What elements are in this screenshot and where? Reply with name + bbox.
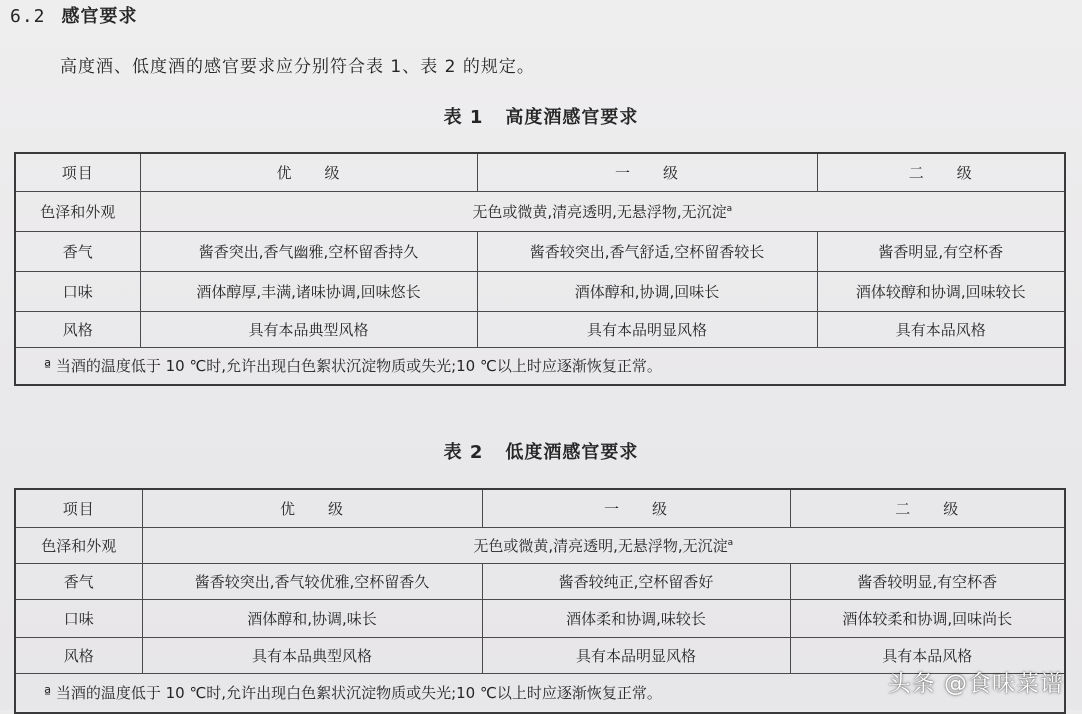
appearance-value: 无色或微黄,清亮透明,无悬浮物,无沉淀 [473,536,728,555]
table-cell: 酱香明显,有空杯香 [817,231,1065,271]
section-title: 感官要求 [61,6,138,27]
table2-caption-number: 表 2 [443,442,484,463]
section-number: 6.2 [10,6,46,27]
row-label: 香气 [15,231,140,271]
table-cell: 酱香突出,香气幽雅,空杯留香持久 [140,231,477,271]
header-grade-first: 一 级 [482,489,790,527]
row-label: 风格 [15,311,140,347]
header-grade-premium: 优 级 [140,153,477,191]
table-row [15,599,1065,637]
table1-caption-title: 高度酒感官要求 [505,107,639,128]
table-header-row [15,489,1065,527]
table-footnote: ª 当酒的温度低于 10 ℃时,允许出现白色絮状沉淀物质或失光;10 ℃以上时应逐渐恢复正常。 [15,673,1065,713]
header-grade-premium: 优 级 [142,489,482,527]
table-header-row [15,153,1065,191]
table-cell: 具有本品典型风格 [140,311,477,347]
table-cell: 酒体柔和协调,味较长 [482,599,790,637]
table1 [14,152,1066,386]
table-cell: 酒体醇和,协调,回味长 [477,271,817,311]
table2-caption-title: 低度酒感官要求 [505,442,639,463]
table-cell: 酒体醇和,协调,味长 [142,599,482,637]
table-row [15,271,1065,311]
table-cell: 具有本品典型风格 [142,637,482,673]
table-row [15,563,1065,599]
table-cell: 酱香较突出,香气舒适,空杯留香较长 [477,231,817,271]
table-cell: 酒体较柔和协调,回味尚长 [790,599,1065,637]
row-label: 色泽和外观 [15,191,140,231]
table-cell: 酱香较纯正,空杯留香好 [482,563,790,599]
table-cell: 具有本品明显风格 [482,637,790,673]
table-footnote-row [15,347,1065,385]
table-cell: 具有本品风格 [790,637,1065,673]
table-row [15,311,1065,347]
table1-caption-number: 表 1 [443,107,484,128]
table-row [15,191,1065,231]
header-grade-second: 二 级 [790,489,1065,527]
table-cell: 具有本品明显风格 [477,311,817,347]
table-row [15,231,1065,271]
header-item: 项目 [15,153,140,191]
table-cell: 酒体较醇和协调,回味较长 [817,271,1065,311]
row-label: 香气 [15,563,142,599]
footnote-marker: a [727,537,734,548]
section-heading [10,2,138,28]
table1-caption [0,103,1082,129]
appearance-cell [142,527,1065,563]
row-label: 色泽和外观 [15,527,142,563]
table-cell: 酒体醇厚,丰满,诸味协调,回味悠长 [140,271,477,311]
row-label: 口味 [15,271,140,311]
row-label: 风格 [15,637,142,673]
header-grade-second: 二 级 [817,153,1065,191]
table2-caption [0,438,1082,464]
watermark: 头条 @食味菜谱 [887,671,1064,697]
table-row [15,527,1065,563]
row-label: 口味 [15,599,142,637]
table-cell: 具有本品风格 [817,311,1065,347]
table-footnote: ª 当酒的温度低于 10 ℃时,允许出现白色絮状沉淀物质或失光;10 ℃以上时应逐渐恢复正常。 [15,347,1065,385]
appearance-value: 无色或微黄,清亮透明,无悬浮物,无沉淀 [472,202,727,221]
table-cell: 酱香较明显,有空杯香 [790,563,1065,599]
footnote-marker: a [726,203,733,214]
header-grade-first: 一 级 [477,153,817,191]
intro-paragraph: 高度酒、低度酒的感官要求应分别符合表 1、表 2 的规定。 [60,57,535,77]
appearance-cell [140,191,1065,231]
header-item: 项目 [15,489,142,527]
table-cell: 酱香较突出,香气较优雅,空杯留香久 [142,563,482,599]
